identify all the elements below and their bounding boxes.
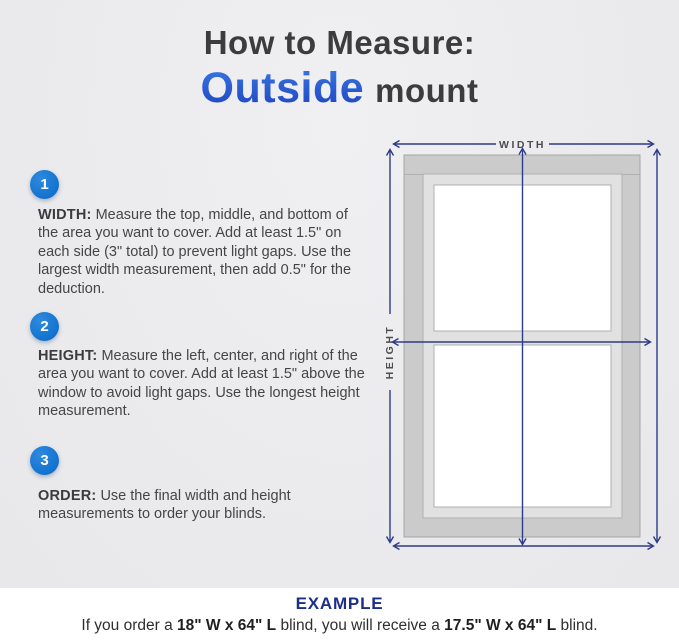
step-2-body: Measure the left, center, and right of the area you want to cover. Add at least 1.5" above the window to avoid light gaps. Use the longest height measurement. — [38, 348, 365, 420]
title-highlight-outside: Outside — [200, 64, 365, 112]
step-3-text — [38, 487, 372, 524]
example-received-size: 17.5" W x 64" L — [444, 617, 557, 634]
example-mid: blind, you will receive a — [276, 617, 445, 634]
width-label: WIDTH — [499, 139, 546, 151]
example-pre: If you order a — [81, 617, 178, 634]
example-post: blind. — [556, 617, 598, 634]
example-ordered-size: 18" W x 64" L — [177, 617, 277, 634]
step-2-text — [38, 347, 372, 421]
step-1-badge: 1 — [30, 170, 59, 199]
step-2-badge: 2 — [30, 312, 59, 341]
step-1-label: WIDTH: — [38, 207, 92, 223]
step-1-text — [38, 206, 372, 298]
example-line — [0, 617, 679, 635]
window-measurement-diagram — [374, 128, 669, 560]
title-line2 — [0, 64, 679, 113]
step-3-body: Use the final width and height measurements to order your blinds. — [38, 488, 291, 523]
page-title — [0, 24, 679, 113]
height-label: HEIGHT — [383, 324, 396, 380]
example-footer — [0, 588, 679, 644]
step-2-label: HEIGHT: — [38, 348, 98, 364]
step-1-body: Measure the top, middle, and bottom of the area you want to cover. Add at least 1.5" on each side (3" total) to prevent light gaps. Use the largest width measurement, then add 0.5" for the deduction. — [38, 207, 352, 297]
step-3-badge: 3 — [30, 446, 59, 475]
title-suffix-mount: mount — [375, 72, 479, 109]
title-line1: How to Measure: — [203, 24, 476, 61]
step-3-label: ORDER: — [38, 488, 97, 504]
example-title: EXAMPLE — [295, 594, 384, 613]
